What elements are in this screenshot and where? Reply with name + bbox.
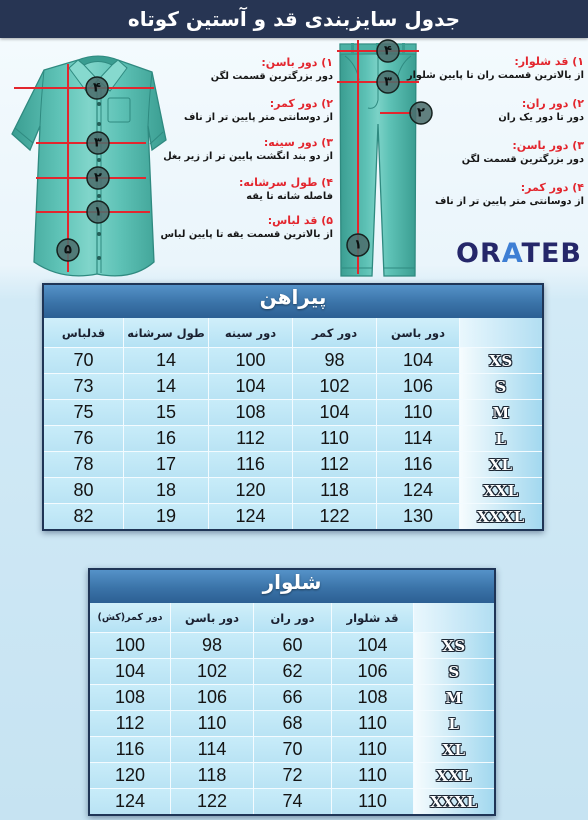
title-banner — [0, 0, 588, 38]
table-cell: 122 — [293, 504, 376, 529]
shirt-button — [97, 256, 101, 260]
table-cell: 102 — [293, 374, 376, 399]
shirt-guide-waist — [184, 97, 333, 124]
marker-number: ۲ — [94, 170, 102, 186]
marker-number: ۴ — [384, 43, 392, 59]
guide-heading: ۴) طول سرشانه: — [238, 176, 333, 189]
table-cell: 98 — [293, 348, 376, 373]
table-cell: 104 — [293, 400, 376, 425]
size-label: XL — [414, 737, 494, 762]
guide-heading: ۲) دور ران: — [521, 97, 584, 110]
size-label: L — [414, 711, 494, 736]
table-cell: 104 — [90, 659, 170, 684]
guide-description: از دوسانتی متر پایین تر از ناف — [183, 112, 333, 123]
pants-marker-3 — [377, 71, 399, 93]
column-header: دور باسن — [377, 318, 459, 347]
column-header: طول سرشانه — [124, 318, 208, 347]
table-cell: 108 — [90, 685, 170, 710]
shirt-button — [97, 194, 101, 198]
shirt-guide-shoulder — [239, 176, 333, 203]
table-cell: 15 — [124, 400, 208, 425]
table-cell: 17 — [124, 452, 208, 477]
table-cell: 122 — [171, 789, 253, 814]
table-cell: 120 — [209, 478, 292, 503]
marker-number: ۱ — [94, 204, 102, 220]
table-cell: 70 — [44, 348, 123, 373]
table-cell: 75 — [44, 400, 123, 425]
table-cell: 104 — [332, 633, 413, 658]
table-cell: 98 — [171, 633, 253, 658]
pants-table-title: شلوار — [90, 570, 494, 603]
table-cell: 73 — [44, 374, 123, 399]
table-cell: 110 — [332, 711, 413, 736]
table-cell: 106 — [171, 685, 253, 710]
table-cell: 116 — [209, 452, 292, 477]
table-cell: 108 — [209, 400, 292, 425]
guide-description: دور تا دور یک ران — [498, 112, 584, 123]
shirt-guide-length — [161, 214, 333, 241]
pants-marker-4 — [377, 40, 399, 62]
shirt-guide-hip — [211, 56, 333, 83]
belt-loop — [402, 43, 405, 55]
shirt-button — [97, 102, 101, 106]
table-cell: 106 — [332, 659, 413, 684]
size-label: XXXL — [414, 789, 494, 814]
table-cell: 104 — [377, 348, 459, 373]
table-cell: 118 — [293, 478, 376, 503]
table-cell: 74 — [254, 789, 331, 814]
table-cell: 66 — [254, 685, 331, 710]
page-title: جدول سایزبندی قد و آستین کوتاه — [127, 7, 461, 31]
table-cell: 16 — [124, 426, 208, 451]
brand-logo: ORATEB — [456, 238, 582, 269]
pants-guide-hip — [462, 139, 584, 166]
table-cell: 110 — [332, 737, 413, 762]
size-column-header — [460, 318, 542, 347]
table-cell: 100 — [209, 348, 292, 373]
shirt-button — [97, 122, 101, 126]
shirt-marker-5 — [57, 239, 79, 261]
guide-description: از دوسانتی متر پایین تر از ناف — [434, 196, 584, 207]
marker-number: ۵ — [64, 242, 72, 258]
table-cell: 108 — [332, 685, 413, 710]
shirt-marker-2 — [87, 167, 109, 189]
table-cell: 124 — [209, 504, 292, 529]
table-cell: 68 — [254, 711, 331, 736]
size-label: M — [460, 400, 542, 425]
marker-number: ۱ — [354, 237, 362, 253]
table-cell: 112 — [90, 711, 170, 736]
table-cell: 116 — [377, 452, 459, 477]
guide-heading: ۱) دور باسن: — [261, 56, 333, 69]
shirt-table-grid — [44, 318, 542, 529]
table-cell: 110 — [171, 711, 253, 736]
guide-description: فاصله شانه تا یقه — [246, 191, 333, 202]
table-cell: 76 — [44, 426, 123, 451]
guide-description: از بالاترین قسمت یقه تا پایین لباس — [160, 229, 333, 240]
shirt-button — [97, 232, 101, 236]
column-header: دور کمر(کش) — [90, 603, 170, 632]
shirt-marker-3 — [87, 132, 109, 154]
table-cell: 80 — [44, 478, 123, 503]
guide-heading: ۴) دور کمر: — [520, 181, 584, 194]
table-cell: 120 — [90, 763, 170, 788]
column-header: قدلباس — [44, 318, 123, 347]
pants-guide-length — [407, 55, 584, 82]
marker-number: ۳ — [94, 135, 102, 151]
guide-heading: ۳) دور باسن: — [512, 139, 584, 152]
shirt-marker-1 — [87, 201, 109, 223]
shirt-guide-chest — [163, 136, 333, 163]
guide-description: از بالاترین قسمت ران تا پایین شلوار — [406, 70, 584, 81]
table-cell: 118 — [171, 763, 253, 788]
table-cell: 116 — [90, 737, 170, 762]
table-cell: 110 — [293, 426, 376, 451]
size-label: S — [414, 659, 494, 684]
table-cell: 82 — [44, 504, 123, 529]
table-cell: 14 — [124, 348, 208, 373]
guide-heading: ۵) قد لباس: — [267, 214, 333, 227]
guide-heading: ۳) دور سینه: — [263, 136, 333, 149]
size-label: XS — [414, 633, 494, 658]
size-label: S — [460, 374, 542, 399]
pants-guide-waist — [435, 181, 584, 208]
size-column-header — [414, 603, 494, 632]
table-cell: 114 — [377, 426, 459, 451]
shirt-illustration — [12, 56, 166, 276]
shirt-marker-4 — [86, 77, 108, 99]
table-cell: 18 — [124, 478, 208, 503]
table-cell: 72 — [254, 763, 331, 788]
guide-heading: ۲) دور کمر: — [269, 97, 333, 110]
pants-guide-thigh — [498, 97, 584, 124]
size-label: XXL — [414, 763, 494, 788]
column-header: دور سینه — [209, 318, 292, 347]
table-cell: 78 — [44, 452, 123, 477]
size-label: M — [414, 685, 494, 710]
column-header: دور ران — [254, 603, 331, 632]
guide-description: دور بزرگترین قسمت لگن — [461, 154, 584, 165]
column-header: دور کمر — [293, 318, 376, 347]
guide-description: دور بزرگترین قسمت لگن — [210, 71, 333, 82]
table-cell: 112 — [209, 426, 292, 451]
table-cell: 110 — [377, 400, 459, 425]
shirt-button — [97, 158, 101, 162]
pants-table-grid — [90, 603, 494, 814]
table-cell: 102 — [171, 659, 253, 684]
pants-marker-1 — [347, 234, 369, 256]
table-cell: 112 — [293, 452, 376, 477]
table-cell: 60 — [254, 633, 331, 658]
shirt-size-table — [42, 283, 544, 531]
guide-description: از دو بند انگشت پایین تر از زیر بغل — [163, 151, 333, 162]
table-cell: 106 — [377, 374, 459, 399]
pants-marker-2 — [410, 102, 432, 124]
column-header: قد شلوار — [332, 603, 413, 632]
size-label: XXXL — [460, 504, 542, 529]
size-label: L — [460, 426, 542, 451]
size-label: XL — [460, 452, 542, 477]
marker-number: ۲ — [417, 105, 425, 121]
table-cell: 124 — [377, 478, 459, 503]
table-cell: 114 — [171, 737, 253, 762]
table-cell: 14 — [124, 374, 208, 399]
table-cell: 104 — [209, 374, 292, 399]
table-cell: 124 — [90, 789, 170, 814]
size-label: XS — [460, 348, 542, 373]
table-cell: 100 — [90, 633, 170, 658]
marker-number: ۳ — [384, 74, 392, 90]
table-cell: 110 — [332, 763, 413, 788]
size-label: XXL — [460, 478, 542, 503]
belt-loop — [351, 43, 354, 55]
pants-size-table — [88, 568, 496, 816]
table-cell: 130 — [377, 504, 459, 529]
table-cell: 70 — [254, 737, 331, 762]
table-cell: 62 — [254, 659, 331, 684]
guide-heading: ۱) قد شلوار: — [514, 55, 584, 68]
table-cell: 110 — [332, 789, 413, 814]
table-cell: 19 — [124, 504, 208, 529]
marker-number: ۴ — [93, 80, 101, 96]
column-header: دور باسن — [171, 603, 253, 632]
shirt-table-title: پیراهن — [44, 285, 542, 318]
